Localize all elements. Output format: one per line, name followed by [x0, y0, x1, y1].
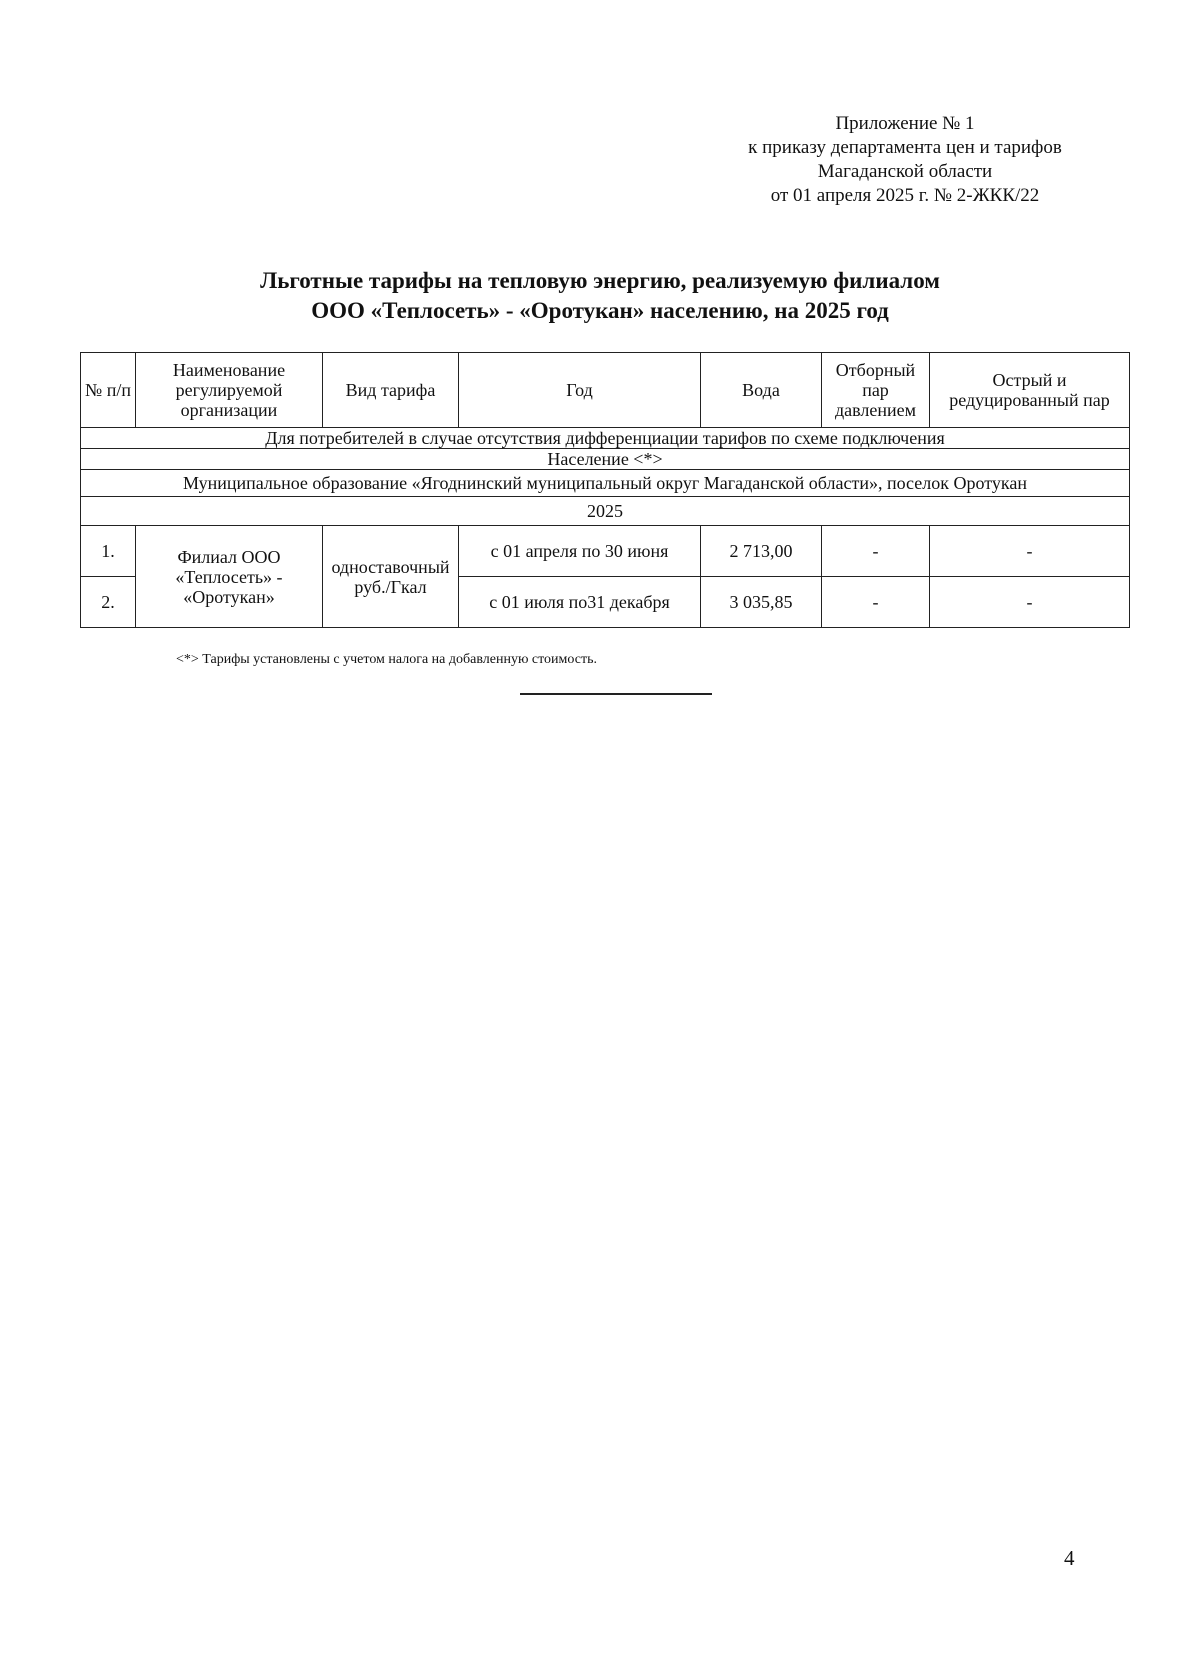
title-line-1: Льготные тарифы на тепловую энергию, реализуемую филиалом: [260, 268, 940, 293]
row-num: 1.: [81, 526, 136, 577]
document-title: [80, 266, 1120, 326]
appendix-header: [690, 112, 1120, 208]
footnote: <*> Тарифы установлены с учетом налога на добавленную стоимость.: [176, 652, 597, 667]
group-row-label: Для потребителей в случае отсутствия дифференциации тарифов по схеме подключения: [81, 428, 1130, 449]
tariff-type-cell: одноставочный руб./Гкал: [323, 526, 459, 628]
year-row: [81, 497, 1130, 526]
title-line-2: ООО «Теплосеть» - «Оротукан» населению, на 2025 год: [311, 298, 889, 323]
header-year: Год: [459, 353, 701, 428]
row-water: 2 713,00: [701, 526, 822, 577]
header-num: № п/п: [81, 353, 136, 428]
divider-line: [520, 693, 712, 695]
row-period: с 01 июля по31 декабря: [459, 577, 701, 628]
row-steam-selected: -: [822, 526, 930, 577]
row-period: с 01 апреля по 30 июня: [459, 526, 701, 577]
municipality-row: [81, 470, 1130, 497]
row-num: 2.: [81, 577, 136, 628]
row-steam-sharp: -: [930, 577, 1130, 628]
appendix-line-3: Магаданской области: [817, 161, 993, 182]
header-org: Наименование регулируемой организации: [136, 353, 323, 428]
header-water: Вода: [701, 353, 822, 428]
appendix-line-1: Приложение № 1: [835, 113, 975, 134]
row-steam-sharp: -: [930, 526, 1130, 577]
municipality-row-label: Муниципальное образование «Ягоднинский муниципальный округ Магаданской области», поселок Оротукан: [81, 470, 1130, 497]
header-steam-sharp: Острый и редуцированный пар: [930, 353, 1130, 428]
page-number: 4: [1064, 1546, 1075, 1570]
organization-cell: Филиал ООО «Теплосеть» - «Оротукан»: [136, 526, 323, 628]
row-steam-selected: -: [822, 577, 930, 628]
header-steam-selected: Отборный пар давлением: [822, 353, 930, 428]
appendix-line-2: к приказу департамента цен и тарифов: [748, 137, 1062, 158]
appendix-line-4: от 01 апреля 2025 г. № 2-ЖКК/22: [770, 185, 1040, 206]
population-row: [81, 449, 1130, 470]
year-row-label: 2025: [81, 497, 1130, 526]
header-type: Вид тарифа: [323, 353, 459, 428]
group-row: [81, 428, 1130, 449]
population-row-label: Население <*>: [81, 449, 1130, 470]
table-row: [81, 526, 1130, 577]
row-water: 3 035,85: [701, 577, 822, 628]
table-header-row: [81, 353, 1130, 428]
tariff-table: [80, 352, 1130, 628]
